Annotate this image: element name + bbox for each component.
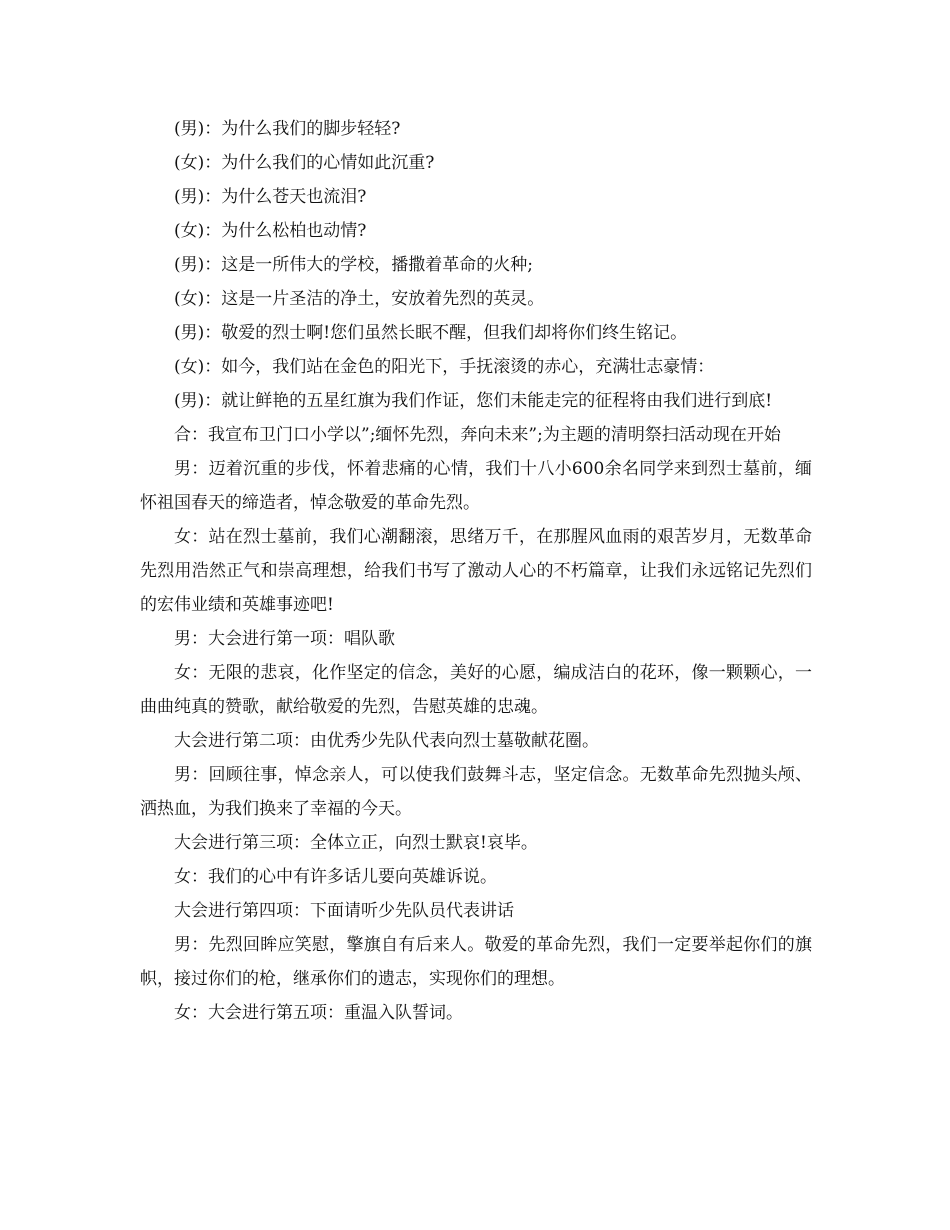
paragraph-20: 男：先烈回眸应笑慰，擎旗自有后来人。敬爱的革命先烈，我们一定要举起你们的旗帜，接过你们的枪，继承你们的遗志，实现你们的理想。 (140, 935, 812, 989)
paragraph-16: 男：回顾往事，悼念亲人，可以使我们鼓舞斗志，坚定信念。无数革命先烈抛头颅、洒热血，为我们换来了幸福的今天。 (140, 765, 812, 819)
paragraph-1: (男)：为什么我们的脚步轻轻? (174, 119, 401, 139)
paragraph-3: (男)：为什么苍天也流泪? (174, 187, 367, 207)
paragraph-6: (女)：这是一片圣洁的净土，安放着先烈的英灵。 (174, 289, 545, 309)
paragraph-11: 男：迈着沉重的步伐，怀着悲痛的心情，我们十八小600余名同学来到烈士墓前，缅怀祖国春天的缔造者，悼念敬爱的革命先烈。 (140, 459, 812, 513)
paragraph-21: 女：大会进行第五项：重温入队誓词。 (174, 1003, 463, 1023)
paragraph-19: 大会进行第四项：下面请听少先队员代表讲话 (174, 901, 514, 921)
paragraph-14: 女：无限的悲哀，化作坚定的信念，美好的心愿，编成洁白的花环，像一颗颗心，一曲曲纯真的赞歌，献给敬爱的先烈，告慰英雄的忠魂。 (140, 663, 812, 717)
paragraph-7: (男)：敬爱的烈士啊!您们虽然长眠不醒，但我们却将你们终生铭记。 (174, 323, 688, 343)
paragraph-8: (女)：如今，我们站在金色的阳光下，手抚滚烫的赤心，充满壮志豪情： (174, 357, 715, 377)
paragraph-12: 女：站在烈士墓前，我们心潮翻滚，思绪万千，在那腥风血雨的艰苦岁月，无数革命先烈用浩然正气和崇高理想，给我们书写了激动人心的不朽篇章，让我们永远铭记先烈们的宏伟业绩和英雄事迹吧! (140, 527, 812, 615)
paragraph-2: (女)：为什么我们的心情如此沉重? (174, 153, 435, 173)
paragraph-5: (男)：这是一所伟大的学校，播撒着革命的火种; (174, 255, 533, 275)
paragraph-15: 大会进行第二项：由优秀少先队代表向烈士墓敬献花圈。 (174, 731, 599, 751)
paragraph-4: (女)：为什么松柏也动情? (174, 221, 367, 241)
paragraph-13: 男：大会进行第一项：唱队歌 (174, 629, 395, 649)
paragraph-9: (男)：就让鲜艳的五星红旗为我们作证，您们未能走完的征程将由我们进行到底! (174, 391, 773, 411)
paragraph-17: 大会进行第三项：全体立正，向烈士默哀!哀毕。 (174, 833, 538, 853)
document-body (140, 112, 812, 1030)
paragraph-18: 女：我们的心中有许多话儿要向英雄诉说。 (174, 867, 497, 887)
paragraph-10: 合：我宣布卫门口小学以”;缅怀先烈，奔向未来”;为主题的清明祭扫活动现在开始 (174, 425, 781, 445)
